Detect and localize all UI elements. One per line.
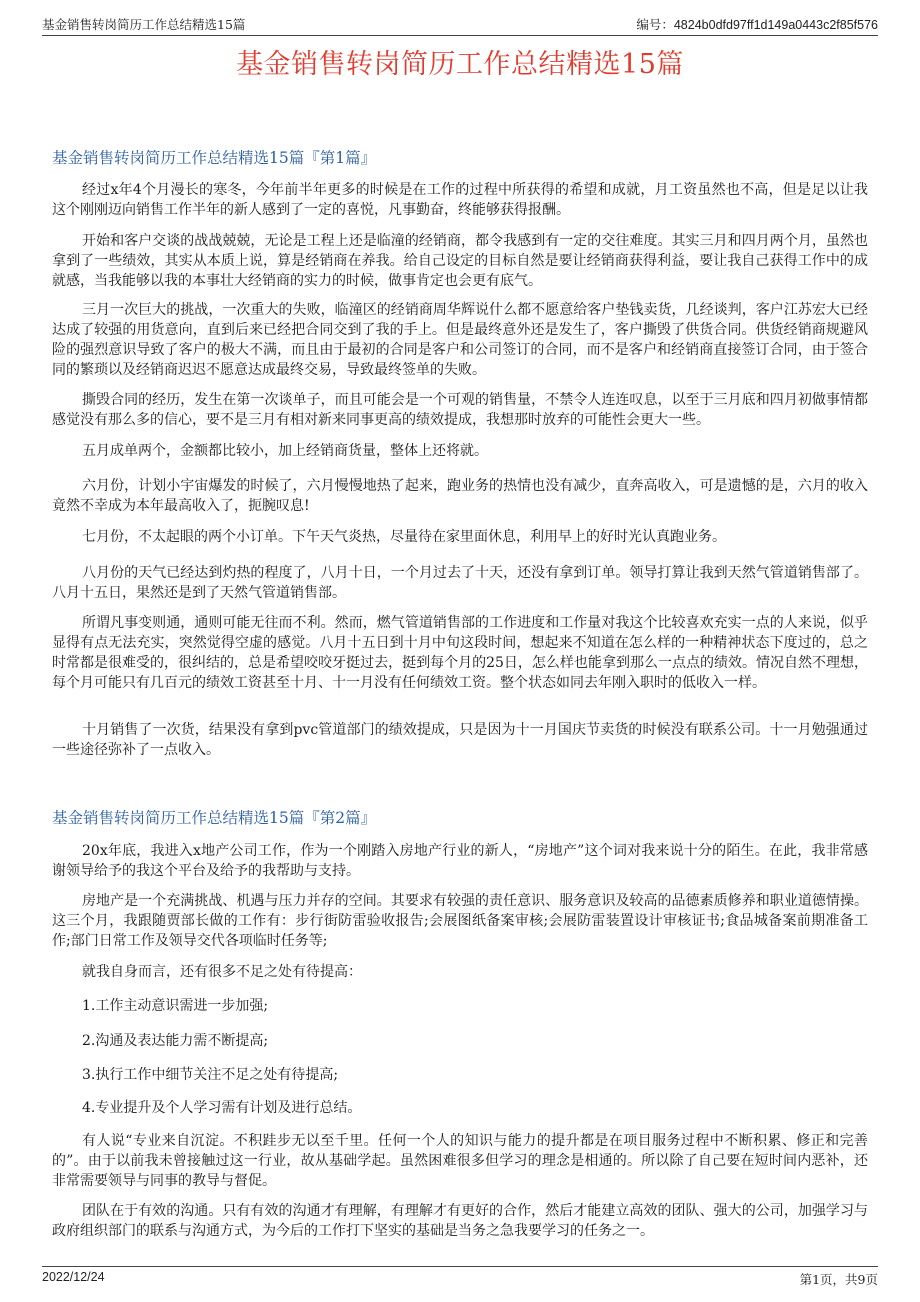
paragraph: 六月份，计划小宇宙爆发的时候了，六月慢慢地热了起来，跑业务的热情也没有减少，直奔高收入，可是遗憾的是，六月的收入竟然不幸成为本年最高收入了，扼腕叹息! [52, 478, 868, 514]
paragraph: 20x年底，我进入x地产公司工作，作为一个刚踏入房地产行业的新人，“房地产”这个词对我来说十分的陌生。在此，我非常感谢领导给予的我这个平台及给予的我帮助与支持。 [52, 843, 868, 879]
paragraph: 十月销售了一次货，结果没有拿到pvc管道部门的绩效提成，只是因为十一月国庆节卖货的时候没有联系公司。十一月勉强通过一些途径弥补了一点收入。 [52, 722, 868, 758]
list-item: 4.专业提升及个人学习需有计划及进行总结。 [82, 1100, 362, 1116]
footer-date: 2022/12/24 [42, 1270, 105, 1284]
paragraph: 所谓凡事变则通，通则可能无往而不利。然而，燃气管道销售部的工作进度和工作量对我这个比较喜欢充实一点的人来说，似乎显得有点无法充实，突然觉得空虚的感觉。八月十五日到十月中旬这段时间，想起来不知道在怎么样的一种精神状态下度过的，总之时常都是很难受的，很纠结的，总是希望咬咬牙挺过去，挺到每个月的25日，怎么样也能拿到那么一点点的绩效。情况自然不理想，每个月可能只有几百元的绩效工资甚至十月、十一月没有任何绩效工资。整个状态如同去年刚入职时的低收入一样。 [52, 615, 868, 691]
paragraph: 撕毁合同的经历，发生在第一次谈单子，而且可能会是一个可观的销售量，不禁令人连连叹息，以至于三月底和四月初做事情都感觉没有那么多的信心，要不是三月有相对新来同事更高的绩效提成，我想那时放弃的可能性会更大一些。 [52, 392, 868, 428]
section-heading-1: 基金销售转岗简历工作总结精选15篇『第1篇』 [52, 149, 377, 167]
paragraph: 开始和客户交谈的战战兢兢，无论是工程上还是临潼的经销商，都令我感到有一定的交往难度。其实三月和四月两个月，虽然也拿到了一些绩效，其实从本质上说，算是经销商在养我。给自己设定的目标自然是要让经销商获得利益，要让我自己获得工作中的成就感，当我能够以我的本事壮大经销商的实力的时候，做事肯定也会更有底气。 [52, 233, 868, 289]
page-footer [42, 1266, 878, 1288]
list-item: 1.工作主动意识需进一步加强; [82, 998, 269, 1014]
document-title: 基金销售转岗简历工作总结精选15篇 [236, 49, 684, 80]
list-item: 3.执行工作中细节关注不足之处有待提高; [82, 1067, 339, 1083]
paragraph: 五月成单两个，金额都比较小，加上经销商货量，整体上还将就。 [82, 443, 488, 459]
footer-page-number: 第1页，共9页 [799, 1272, 878, 1287]
paragraph: 八月份的天气已经达到灼热的程度了，八月十日，一个月过去了十天，还没有拿到订单。领导打算让我到天然气管道销售部了。八月十五日，果然还是到了天然气管道销售部。 [52, 565, 868, 601]
header-doc-name: 基金销售转岗简历工作总结精选15篇 [42, 17, 246, 32]
header-doc-code: 编号：4824b0dfd97ff1d149a0443c2f85f576 [636, 18, 878, 32]
list-item: 2.沟通及表达能力需不断提高; [82, 1033, 269, 1049]
paragraph: 三月一次巨大的挑战，一次重大的失败，临潼区的经销商周华辉说什么都不愿意给客户垫钱卖货，几经谈判，客户江苏宏大已经达成了较强的用货意向，直到后来已经把合同交到了我的手上。但是最终意外还是发生了，客户撕毁了供货合同。供货经销商规避风险的强烈意识导致了客户的极大不满，而且由于最初的合同是客户和公司签订的合同，而不是客户和经销商直接签订合同，由于签合同的繁琐以及经销商迟迟不愿意达成最终交易，导致最终签单的失败。 [52, 302, 868, 378]
section-heading-2: 基金销售转岗简历工作总结精选15篇『第2篇』 [52, 809, 377, 827]
paragraph: 经过x年4个月漫长的寒冬，今年前半年更多的时候是在工作的过程中所获得的希望和成就，月工资虽然也不高，但是足以让我这个刚刚迈向销售工作半年的新人感到了一定的喜悦，凡事勤奋，终能够获得报酬。 [52, 182, 868, 218]
paragraph: 就我自身而言，还有很多不足之处有待提高： [82, 964, 362, 980]
paragraph: 七月份，不太起眼的两个小订单。下午天气炎热，尽量待在家里面休息，利用早上的好时光认真跑业务。 [82, 529, 726, 545]
page-header [42, 13, 878, 36]
paragraph: 团队在于有效的沟通。只有有效的沟通才有理解，有理解才有更好的合作，然后才能建立高效的团队、强大的公司，加强学习与政府组织部门的联系与沟通方式，为今后的工作打下坚实的基础是当务之急我要学习的任务之一。 [52, 1203, 868, 1239]
paragraph: 有人说“专业来自沉淀。不积跬步无以至千里。任何一个人的知识与能力的提升都是在项目服务过程中不断积累、修正和完善的”。由于以前我未曾接触过这一行业，故从基础学起。虽然困难很多但学习的理念是相通的。所以除了自己要在短时间内恶补，还非常需要领导与同事的教导与督促。 [52, 1133, 868, 1189]
paragraph: 房地产是一个充满挑战、机遇与压力并存的空间。其要求有较强的责任意识、服务意识及较高的品德素质修养和职业道德情操。这三个月，我跟随贾部长做的工作有：步行街防雷验收报告;会展图纸备案审核;会展防雷装置设计审核证书;食品城备案前期准备工作;部门日常工作及领导交代各项临时任务等; [52, 893, 868, 949]
